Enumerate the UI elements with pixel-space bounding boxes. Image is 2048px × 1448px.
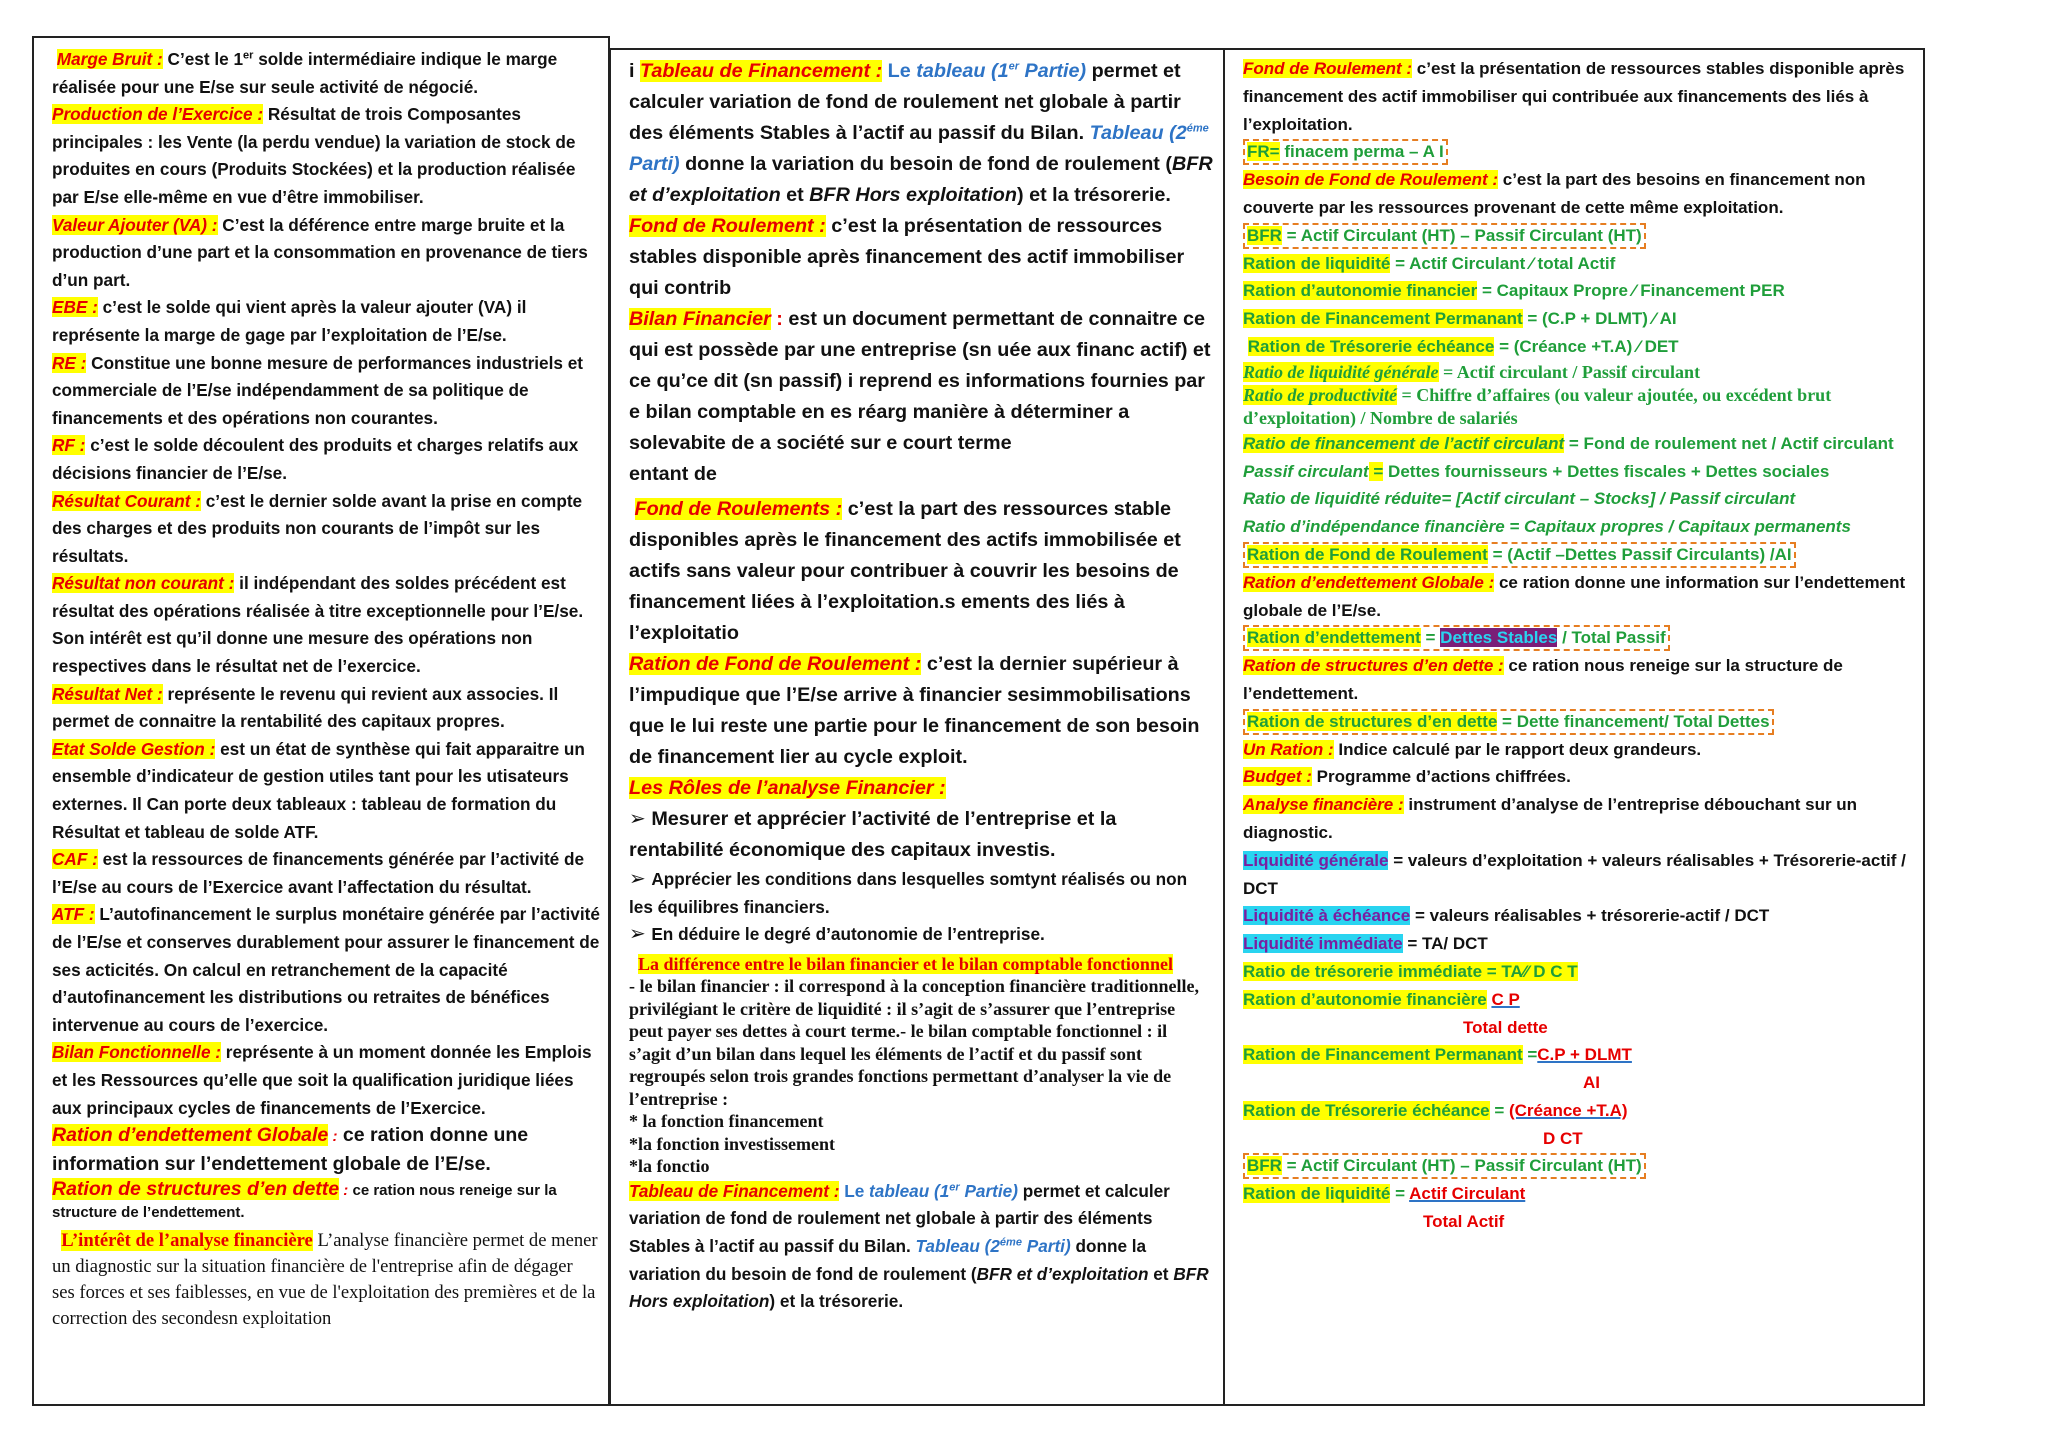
term: Production de l’Exercice : bbox=[52, 104, 264, 125]
def-interet-analyse: L’intérêt de l’analyse financière L’analyse financière permet de mener un diagnostic sur la situation financière de l'entreprise afin de dégager ses forces et ses faiblesses, en vue de l'exploitation des premières et de la correction des secondesn exploitation bbox=[52, 1230, 598, 1330]
term: Tableau de Financement : bbox=[629, 1180, 840, 1201]
bullet-item: ➢ Mesurer et apprécier l’activité de l’entreprise et la rentabilité économique des capitaux investis. bbox=[629, 808, 1117, 861]
formula-liquidite-echeance: Liquidité à échéance = valeurs réalisables + trésorerie-actif / DCT bbox=[1243, 906, 1770, 926]
term: Valeur Ajouter (VA) : bbox=[52, 214, 218, 235]
term: Les Rôles de l’analyse Financier : bbox=[629, 777, 946, 799]
def-production-exercice: Production de l’Exercice : Résultat de trois Composantes principales : les Vente (la perdu vendue) la variation de stock de produites en cours (Produits Stockées) et la production réalisée par E/se elle-même en vue d’être immobiliser. bbox=[52, 104, 576, 207]
formula-passif-circulant: Passif circulant = Dettes fournisseurs + Dettes fiscales + Dettes sociales bbox=[1243, 461, 1830, 481]
formula-tresorerie-echeance: Ration de Trésorerie échéance = (Créance +T.A) ⁄ DET bbox=[1247, 336, 1679, 356]
def-ration-fond-roulement: Ration de Fond de Roulement : c’est la dernier supérieur à l’impudique que l’E/se arrive à financier sesimmobilisations que le lui reste une partie pour le financement de son besoin de financement lier au cycle exploit. bbox=[629, 653, 1200, 768]
list-item: *la fonctio bbox=[629, 1156, 710, 1177]
def-ebe: EBE : c’est le solde qui vient après la valeur ajouter (VA) il représente la marge de gage par l’exploitation de l’E/se. bbox=[52, 297, 527, 345]
formula-bfr: BFR = Actif Circulant (HT) – Passif Circulant (HT) bbox=[1243, 222, 1915, 250]
def-rf: RF : c’est le solde découlent des produits et charges relatifs aux décisions financier de l’E/se. bbox=[52, 435, 579, 483]
formula-financement-permanant: Ration de Financement Permanant = (C.P + DLMT) ⁄ AI bbox=[1243, 309, 1677, 329]
def-structure-dette: Ration de structures d’en dette : ce ration nous reneige sur la structure de l’endettement. bbox=[52, 1178, 557, 1222]
formula-endettement: Ration d’endettement = Dettes Stables / Total Passif bbox=[1243, 624, 1915, 652]
term: Ration de structures d’en dette : bbox=[1243, 656, 1504, 676]
def-resultat-courant: Résultat Courant : c’est le dernier solde avant la prise en compte des charges et des produits non courants de l’impôt sur les résultats. bbox=[52, 490, 583, 566]
def-re: RE : Constitue une bonne mesure de performances industriels et commerciale de l’E/se indépendamment de sa politique de financements et des opérations non courantes. bbox=[52, 352, 584, 428]
fraction-denominator: Total dette bbox=[1463, 1017, 1548, 1037]
term: RE : bbox=[52, 352, 87, 373]
arrow-bullet-icon: ➢ bbox=[629, 868, 652, 890]
term: Ration d’endettement Globale : bbox=[1243, 572, 1495, 592]
term: Fond de Roulement : bbox=[1243, 59, 1413, 78]
formula-ration-liquidite: Ration de liquidité = Actif Circulant ⁄ total Actif bbox=[1243, 253, 1616, 273]
def-resultat-non-courant: Résultat non courant : il indépendant des soldes précédent est résultat des opérations réalisée à titre exceptionnelle pour l’E/se. Son intérêt est qu’il donne une mesure des opérations non respectives dans le résultat net de l’exercice. bbox=[52, 573, 584, 677]
term: Résultat Net : bbox=[52, 683, 163, 704]
term: Etat Solde Gestion : bbox=[52, 738, 216, 759]
term: Un Ration : bbox=[1243, 739, 1334, 759]
def-marge-brute: Marge Bruit : C’est le 1er solde intermédiaire indique le marge réalisée pour une E/se sur seule activité de négocié. bbox=[52, 49, 558, 97]
formula-financement-fraction: Ration de Financement Permanant =C.P + DLMT bbox=[1243, 1045, 1632, 1065]
def-fond-roulements: Fond de Roulements : c’est la part des ressources stable disponibles après le financement des actifs immobilisée et actifs sans valeur pour contribuer à couvrir les besoins de financement liées à l’exploitation.s ements des liés à l’exploitatio bbox=[629, 498, 1181, 644]
list-item: * la fonction financement bbox=[629, 1111, 824, 1132]
term: Bilan Financier bbox=[629, 308, 771, 330]
def-fond-roulement: Fond de Roulement : c’est la présentation de ressources stables disponible après financement des actif immobiliser qui contribuée aux financements des liés à l’exploitation. bbox=[1243, 59, 1905, 134]
arrow-bullet-icon: ➢ bbox=[629, 923, 652, 946]
def-budget: Budget : Programme d’actions chiffrées. bbox=[1243, 767, 1571, 787]
term: Bilan Fonctionnelle : bbox=[52, 1042, 222, 1063]
column-middle bbox=[609, 48, 1225, 1406]
term: Fond de Roulement : bbox=[629, 215, 826, 237]
formula-liquidite-reduite: Ratio de liquidité réduite= [Actif circulant – Stocks] / Passif circulant bbox=[1243, 489, 1796, 509]
term: Tableau de Financement : bbox=[640, 60, 883, 82]
bullet-item: ➢ Apprécier les conditions dans lesquelles somtynt réalisés ou non les équilibres financiers. bbox=[629, 868, 1188, 917]
def-bilan-financier: Bilan Financier : est un document permettant de connaitre ce qui est possède par une entreprise (sn uée aux financ actif) et ce qu’ce dit (sn passif) i reprend es informations fournies par e bilan comptable en es réarg manière à déterminer a solevabite de a société sur e court terme bbox=[629, 308, 1211, 454]
formula-autonomie-fraction: Ration d’autonomie financière C P bbox=[1243, 989, 1520, 1009]
formula-independance-financiere: Ratio d’indépendance financière = Capitaux propres / Capitaux permanents bbox=[1243, 517, 1851, 537]
formula-fr: FR= finacem perma – A I bbox=[1243, 138, 1915, 166]
column-right bbox=[1223, 48, 1925, 1406]
column-left bbox=[32, 36, 610, 1406]
def-analyse-financiere: Analyse financière : instrument d’analyse de l’entreprise débouchant sur un diagnostic. bbox=[1243, 795, 1858, 842]
formula-tresorerie-immediate: Ratio de trésorerie immédiate = TA⁄⁄ D C T bbox=[1243, 961, 1578, 981]
bullet-item: ➢ En déduire le degré d’autonomie de l’entreprise. bbox=[629, 923, 1045, 946]
term: EBE : bbox=[52, 297, 98, 318]
term: Budget : bbox=[1243, 767, 1312, 787]
formula-tresorerie-fraction: Ration de Trésorerie échéance = (Créance +T.A) bbox=[1243, 1100, 1628, 1120]
heading-difference-bilans: La différence entre le bilan financier et le bilan comptable fonctionnel bbox=[638, 953, 1173, 974]
formula-liquidite-fraction: Ration de liquidité = Actif Circulant bbox=[1243, 1184, 1526, 1204]
def-tableau-financement-2: Tableau de Financement : Le tableau (1er Partie) permet et calculer variation de fond de roulement net globale à partir des éléments Stables à l’actif au passif du Bilan. Tableau ($2^{éme}$ Parti) donne la variation du besoin de fond de roulement (BFR et d’exploitation et BFR Hors exploitation) et la trésorerie. bbox=[629, 1180, 1209, 1312]
term: Analyse financière : bbox=[1243, 795, 1404, 815]
difference-bilans-text: - le bilan financier : il correspond à la conception financière traditionnelle, privilégiant le critère de liquidité : il s’agit de s’assurer que l’entreprise peut payer ses dettes à court terme.- le bilan comptable fonctionnel : il s’agit d’un bilan dans lequel les éléments de l’actif et du passif sont regroupés selon trois grandes fonctions permettant d’analyser la vie de l’entreprise : bbox=[629, 976, 1199, 1109]
def-fond-roulement: Fond de Roulement : c’est la présentation de ressources stables disponible après financement des actif immobiliser qui contrib bbox=[629, 215, 1185, 299]
def-endettement-global: Ration d’endettement Globale : ce ration donne une information sur l’endettement globale de l’E/se. bbox=[52, 1124, 529, 1175]
formula-liquidite-generale: Ratio de liquidité générale = Actif circulant / Passif circulant bbox=[1243, 361, 1701, 382]
fraction-denominator: Total Actif bbox=[1423, 1212, 1505, 1232]
formula-ration-fond-roulement: Ration de Fond de Roulement = (Actif –Dettes Passif Circulants) /AI bbox=[1243, 541, 1915, 569]
formula-liquidite-immediate: Liquidité immédiate = TA/ DCT bbox=[1243, 934, 1488, 954]
term: Ration de structures d’en dette bbox=[52, 1178, 340, 1201]
term: Besoin de Fond de Roulement : bbox=[1243, 170, 1499, 190]
term: Résultat Courant : bbox=[52, 490, 201, 511]
heading-roles-analyse bbox=[629, 773, 1213, 804]
def-structure-dette: Ration de structures d’en dette : ce ration nous reneige sur la structure de l’endettement. bbox=[1243, 656, 1843, 703]
formula-productivite: Ratio de productivité = Chiffre d’affaires (ou valeur ajoutée, ou excédent brut d’exploitation) / Nombre de salariés bbox=[1243, 384, 1832, 428]
term: L’intérêt de l’analyse financière bbox=[61, 1230, 313, 1252]
formula-bfr-2: BFR = Actif Circulant (HT) – Passif Circulant (HT) bbox=[1243, 1152, 1915, 1180]
term: Marge Bruit : bbox=[56, 49, 163, 69]
term: Résultat non courant : bbox=[52, 573, 235, 594]
fraction-denominator: AI bbox=[1583, 1073, 1600, 1093]
term: RF : bbox=[52, 435, 86, 456]
def-resultat-net: Résultat Net : représente le revenu qui revient aux associes. Il permet de connaitre la rentabilité des capitaux propres. bbox=[52, 683, 559, 732]
term: ATF : bbox=[52, 904, 95, 925]
term: Ration de Fond de Roulement : bbox=[629, 653, 922, 675]
formula-liquidite-generale-2: Liquidité générale = valeurs d’exploitation + valeurs réalisables + Trésorerie-actif / DCT bbox=[1243, 850, 1906, 898]
term: Ration d’endettement Globale bbox=[52, 1124, 329, 1147]
term: CAF : bbox=[52, 849, 98, 870]
list-item: *la fonction investissement bbox=[629, 1133, 835, 1154]
def-caf: CAF : est la ressources de financements générée par l’activité de l’E/se au cours de l’Exercice avant l’affectation du résultat. bbox=[52, 849, 585, 897]
def-endettement-global: Ration d’endettement Globale : ce ration donne une information sur l’endettement globale de l’E/se. bbox=[1243, 572, 1906, 620]
fragment-text: entant de bbox=[629, 463, 717, 485]
def-ration: Un Ration : Indice calculé par le rapport deux grandeurs. bbox=[1243, 739, 1702, 759]
def-bilan-fonctionnel: Bilan Fonctionnelle : représente à un moment donnée les Emplois et les Ressources qu’elle que soit la qualification juridique liées aux principaux cycles de financements de l’Exercice. bbox=[52, 1042, 592, 1118]
def-bfr: Besoin de Fond de Roulement : c’est la part des besoins en financement non couverte par les ressources provenant de cette même exploitation. bbox=[1243, 170, 1866, 217]
formula-autonomie-financier: Ration d’autonomie financier = Capitaux Propre ⁄ Financement PER bbox=[1243, 281, 1785, 301]
formula-financement-actif-circulant: Ratio de financement de l’actif circulant = Fond de roulement net / Actif circulant bbox=[1243, 433, 1894, 453]
def-valeur-ajoutee: Valeur Ajouter (VA) : C’est la déférence entre marge bruite et la production d’une part et la consommation en provenance de tiers d’un part. bbox=[52, 214, 588, 290]
formula-structure-dette: Ration de structures d’en dette = Dette financement/ Total Dettes bbox=[1243, 708, 1915, 736]
arrow-bullet-icon: ➢ bbox=[629, 808, 652, 830]
fraction-denominator: D CT bbox=[1543, 1128, 1583, 1148]
def-etat-solde-gestion: Etat Solde Gestion : est un état de synthèse qui fait apparaitre un ensemble d’indicateur de gestion utiles tant pour les utisateurs externes. Il Can porte deux tableaux : tableau de formation du Résultat et tableau de solde ATF. bbox=[52, 738, 585, 842]
term: Fond de Roulements : bbox=[634, 498, 843, 520]
def-atf: ATF : L’autofinancement le surplus monétaire générée par l’activité de l’E/se et conserves durablement pour assurer le financement de ses acticités. On calcul en retranchement de la capacité d’autofinancement les distributions ou retraites de bénéfices intervenue au cours de l’exercice. bbox=[52, 904, 600, 1035]
def-tableau-financement: i Tableau de Financement : Le tableau (1er Partie) permet et calculer variation de fond de roulement net globale à partir des éléments Stables à l’actif au passif du Bilan. Tableau ($2^{éme}$ Parti) donne la variation du besoin de fond de roulement (BFR et d’exploitation et BFR Hors exploitation) et la trésorerie. bbox=[629, 60, 1213, 206]
